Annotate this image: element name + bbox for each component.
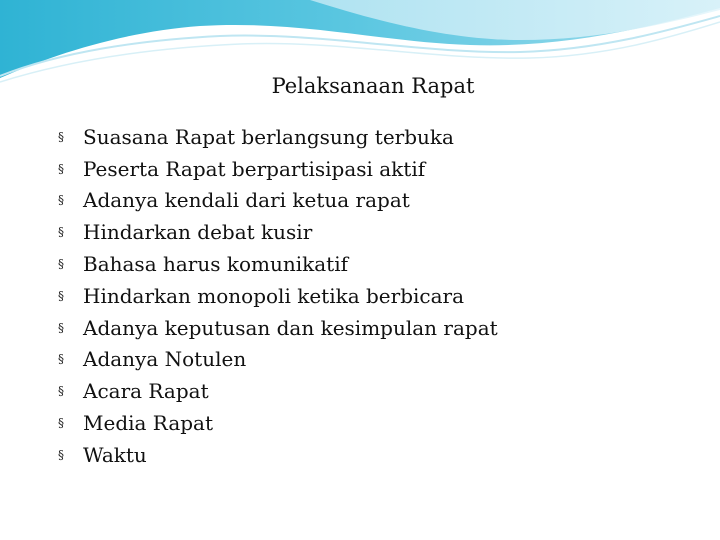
slide-title: Pelaksanaan Rapat <box>271 74 475 98</box>
square-bullet-icon: § <box>58 161 64 176</box>
list-item <box>58 344 498 376</box>
square-bullet-icon: § <box>58 129 64 144</box>
square-bullet-icon: § <box>58 193 64 208</box>
list-item <box>58 216 498 248</box>
list-item-text: Acara Rapat <box>83 379 209 404</box>
square-bullet-icon: § <box>58 225 64 240</box>
list-item-text: Adanya keputusan dan kesimpulan rapat <box>83 315 498 340</box>
list-item <box>58 280 498 312</box>
list-item <box>58 407 498 439</box>
square-bullet-icon: § <box>58 257 64 272</box>
bullet-list <box>58 121 498 471</box>
list-item-text: Media Rapat <box>83 411 213 436</box>
square-bullet-icon: § <box>58 352 64 367</box>
list-item-text: Adanya kendali dari ketua rapat <box>83 188 410 213</box>
list-item-text: Hindarkan monopoli ketika berbicara <box>83 283 465 308</box>
list-item <box>58 185 498 217</box>
list-item-text: Adanya Notulen <box>83 347 247 372</box>
list-item <box>58 439 498 471</box>
list-item <box>58 375 498 407</box>
list-item <box>58 248 498 280</box>
list-item <box>58 153 498 185</box>
square-bullet-icon: § <box>58 384 64 399</box>
list-item-text: Suasana Rapat berlangsung terbuka <box>83 124 454 149</box>
list-item-text: Waktu <box>83 442 147 467</box>
list-item-text: Peserta Rapat berpartisipasi aktif <box>83 156 426 181</box>
square-bullet-icon: § <box>58 416 64 431</box>
square-bullet-icon: § <box>58 320 64 335</box>
list-item <box>58 312 498 344</box>
list-item-text: Hindarkan debat kusir <box>83 220 313 245</box>
square-bullet-icon: § <box>58 447 64 462</box>
square-bullet-icon: § <box>58 288 64 303</box>
list-item <box>58 121 498 153</box>
list-item-text: Bahasa harus komunikatif <box>83 252 348 277</box>
